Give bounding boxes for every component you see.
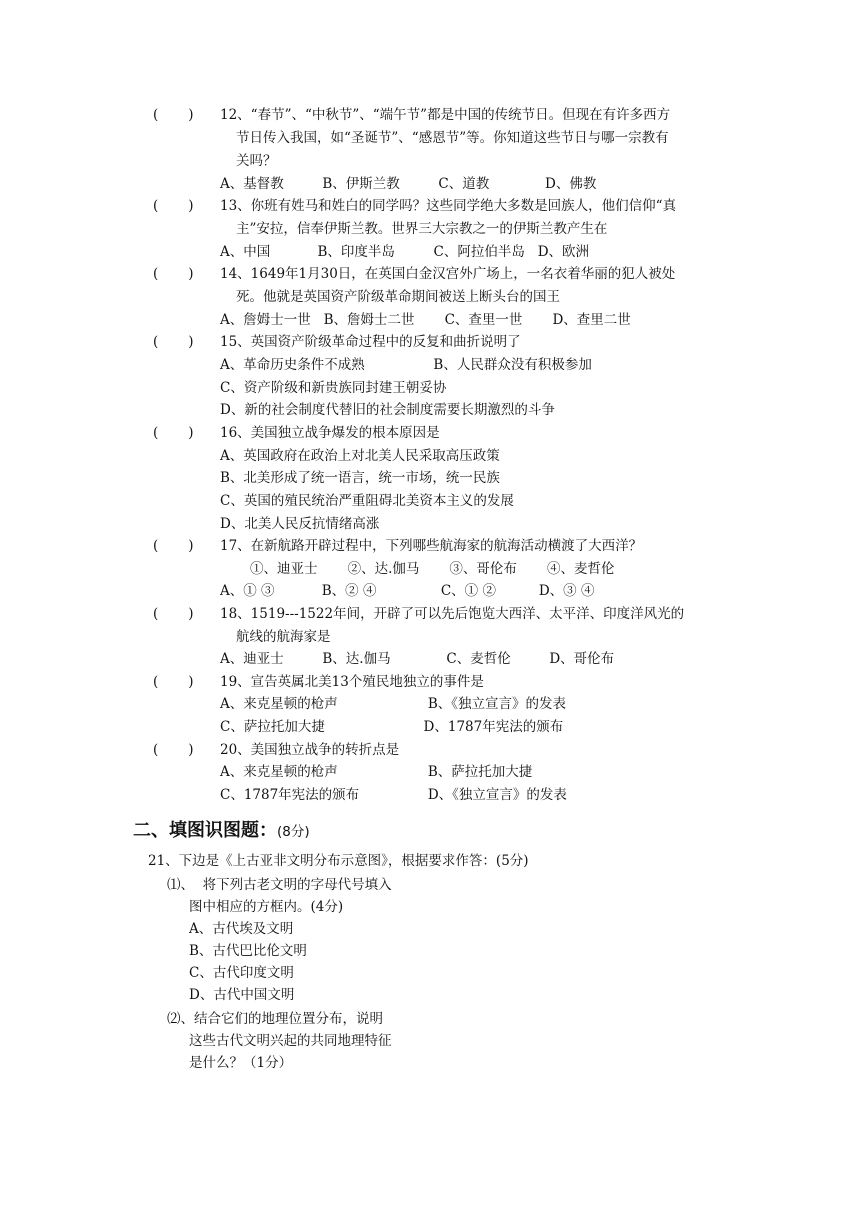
question-options: D、新的社会制度代替旧的社会制度需要长期激烈的斗争	[220, 402, 555, 418]
question-text: 12、“春节”、“中秋节”、“端午节”都是中国的传统节日。但现在有许多西方	[220, 107, 671, 123]
question-options: ①、迪亚士 ②、达.伽马 ③、哥伦布 ④、麦哲伦	[220, 561, 615, 577]
question-options: A、来克星顿的枪声 B、《独立宣言》的发表	[220, 696, 567, 712]
answer-paren[interactable]: ( )	[153, 606, 194, 622]
question-text: 14、1649年1月30日，在英国白金汉宫外广场上，一名衣着华丽的犯人被处	[220, 266, 676, 282]
question-options: A、迪亚士 B、达.伽马 C、麦哲伦 D、哥伦布	[220, 651, 615, 667]
question-text: 15、英国资产阶级革命过程中的反复和曲折说明了	[220, 334, 521, 350]
question-text: 主”安拉，信奉伊斯兰教。世界三大宗教之一的伊斯兰教产生在	[236, 221, 608, 237]
question-options: C、1787年宪法的颁布 D、《独立宣言》的发表	[220, 787, 567, 803]
sub-question-text: 图中相应的方框内。(4分)	[189, 899, 344, 915]
answer-paren[interactable]: ( )	[153, 425, 194, 441]
question-options: C、英国的殖民统治严重阻碍北美资本主义的发展	[220, 493, 514, 509]
question-text: 19、宣告英属北美13个殖民地独立的事件是	[220, 674, 484, 690]
section-score: (8分)	[277, 824, 310, 840]
question-options: A、基督教 B、伊斯兰教 C、道教 D、佛教	[220, 176, 597, 192]
question-text: 20、美国独立战争的转折点是	[220, 742, 400, 758]
question-text: 13、你班有姓马和姓白的同学吗？这些同学绝大多数是回族人，他们信仰“真	[220, 198, 677, 214]
answer-paren[interactable]: ( )	[153, 742, 194, 758]
question-options: A、英国政府在政治上对北美人民采取高压政策	[220, 448, 500, 464]
question-options: A、詹姆士一世 B、詹姆士二世 C、查里一世 D、查里二世	[220, 312, 631, 328]
question-text: 21、下边是《上古亚非文明分布示意图》，根据要求作答：(5分)	[148, 853, 529, 869]
answer-paren[interactable]: ( )	[153, 674, 194, 690]
section-title: 二、填图识图题：	[133, 820, 277, 841]
question-options: C、资产阶级和新贵族同封建王朝妥协	[220, 380, 447, 396]
question-options: A、革命历史条件不成熟 B、人民群众没有积极参加	[220, 357, 592, 373]
question-options: C、萨拉托加大捷 D、1787年宪法的颁布	[220, 719, 564, 735]
question-options: A、① ③ B、② ④ C、① ② D、③ ④	[220, 583, 595, 599]
question-text: 17、在新航路开辟过程中，下列哪些航海家的航海活动横渡了大西洋？	[220, 538, 643, 554]
answer-paren[interactable]: ( )	[153, 538, 194, 554]
question-text: 18、1519---1522年间，开辟了可以先后饱览大西洋、太平洋、印度洋风光的	[220, 606, 685, 622]
sub-question-text: ⑵、结合它们的地理位置分布，说明	[167, 1011, 383, 1027]
question-options: B、北美形成了统一语言，统一市场，统一民族	[220, 470, 500, 486]
question-options: A、来克星顿的枪声 B、萨拉托加大捷	[220, 764, 533, 780]
answer-paren[interactable]: ( )	[153, 334, 194, 350]
civilization-option: C、古代印度文明	[189, 965, 294, 981]
answer-paren[interactable]: ( )	[153, 198, 194, 214]
question-text: 死。他就是英国资产阶级革命期间被送上断头台的国王	[236, 289, 560, 305]
answer-paren[interactable]: ( )	[153, 266, 194, 282]
answer-paren[interactable]: ( )	[153, 107, 194, 123]
question-options: A、中国 B、印度半岛 C、阿拉伯半岛 D、欧洲	[220, 244, 590, 260]
civilization-option: B、古代巴比伦文明	[189, 943, 307, 959]
sub-question-text: 是什么？（1分）	[189, 1055, 293, 1071]
section-heading	[133, 816, 310, 842]
question-options: D、北美人民反抗情绪高涨	[220, 516, 380, 532]
question-text: 关吗？	[236, 153, 277, 169]
sub-question-text: ⑴、 将下列古老文明的字母代号填入	[167, 877, 392, 893]
sub-question-text: 这些古代文明兴起的共同地理特征	[189, 1033, 392, 1049]
question-text: 航线的航海家是	[236, 629, 331, 645]
civilization-option: A、古代埃及文明	[189, 921, 294, 937]
question-text: 16、美国独立战争爆发的根本原因是	[220, 425, 440, 441]
civilization-option: D、古代中国文明	[189, 987, 295, 1003]
question-text: 节日传入我国，如“圣诞节”、“感恩节”等。你知道这些节日与哪一宗教有	[236, 130, 669, 146]
